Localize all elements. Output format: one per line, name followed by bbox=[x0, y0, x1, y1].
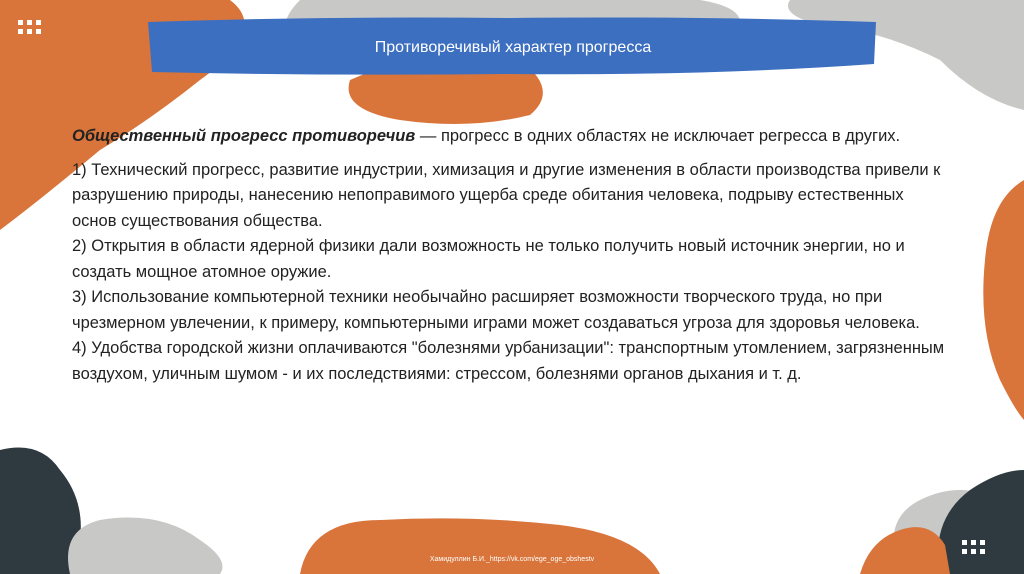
orange-blob-right bbox=[983, 180, 1024, 420]
intro-paragraph bbox=[72, 124, 952, 150]
list-item-1: 1) Технический прогресс, развитие индустрии, химизация и другие изменения в области производства привели к разрушению природы, нанесению непоправимого ущерба среде обитания человека, подрыву естественных основ существования общества. bbox=[72, 160, 941, 230]
dots-icon-bottom-right bbox=[962, 540, 985, 554]
intro-term: Общественный прогресс противоречив bbox=[72, 127, 416, 145]
gray-blob-bottom-left bbox=[68, 518, 223, 574]
intro-rest: — прогресс в одних областях не исключает регресса в других. bbox=[415, 127, 901, 145]
list-item-4: 4) Удобства городской жизни оплачиваются "болезнями урбанизации": транспортным утомлением, загрязненным воздухом, уличным шумом - и их последствиями: стрессом, болезнями органов дыхания и т. д. bbox=[72, 339, 945, 383]
orange-blob-bottom-mid bbox=[300, 518, 660, 574]
content-body bbox=[72, 124, 952, 387]
footer-credit: Хамидуллин Б.И._https://vk.com/ege_oge_obshestv bbox=[429, 556, 595, 563]
list-item-2: 2) Открытия в области ядерной физики дали возможность не только получить новый источник энергии, но и создать мощное атомное оружие. bbox=[72, 237, 905, 281]
list-item-3: 3) Использование компьютерной техники необычайно расширяет возможности творческого труда, но при чрезмерном увлечении, к примеру, компьютерными играми может создаваться угроза для здоровья человека. bbox=[72, 288, 920, 332]
slide-title: Противоречивый характер прогресса bbox=[374, 39, 652, 56]
dots-icon-top-left bbox=[18, 20, 41, 34]
